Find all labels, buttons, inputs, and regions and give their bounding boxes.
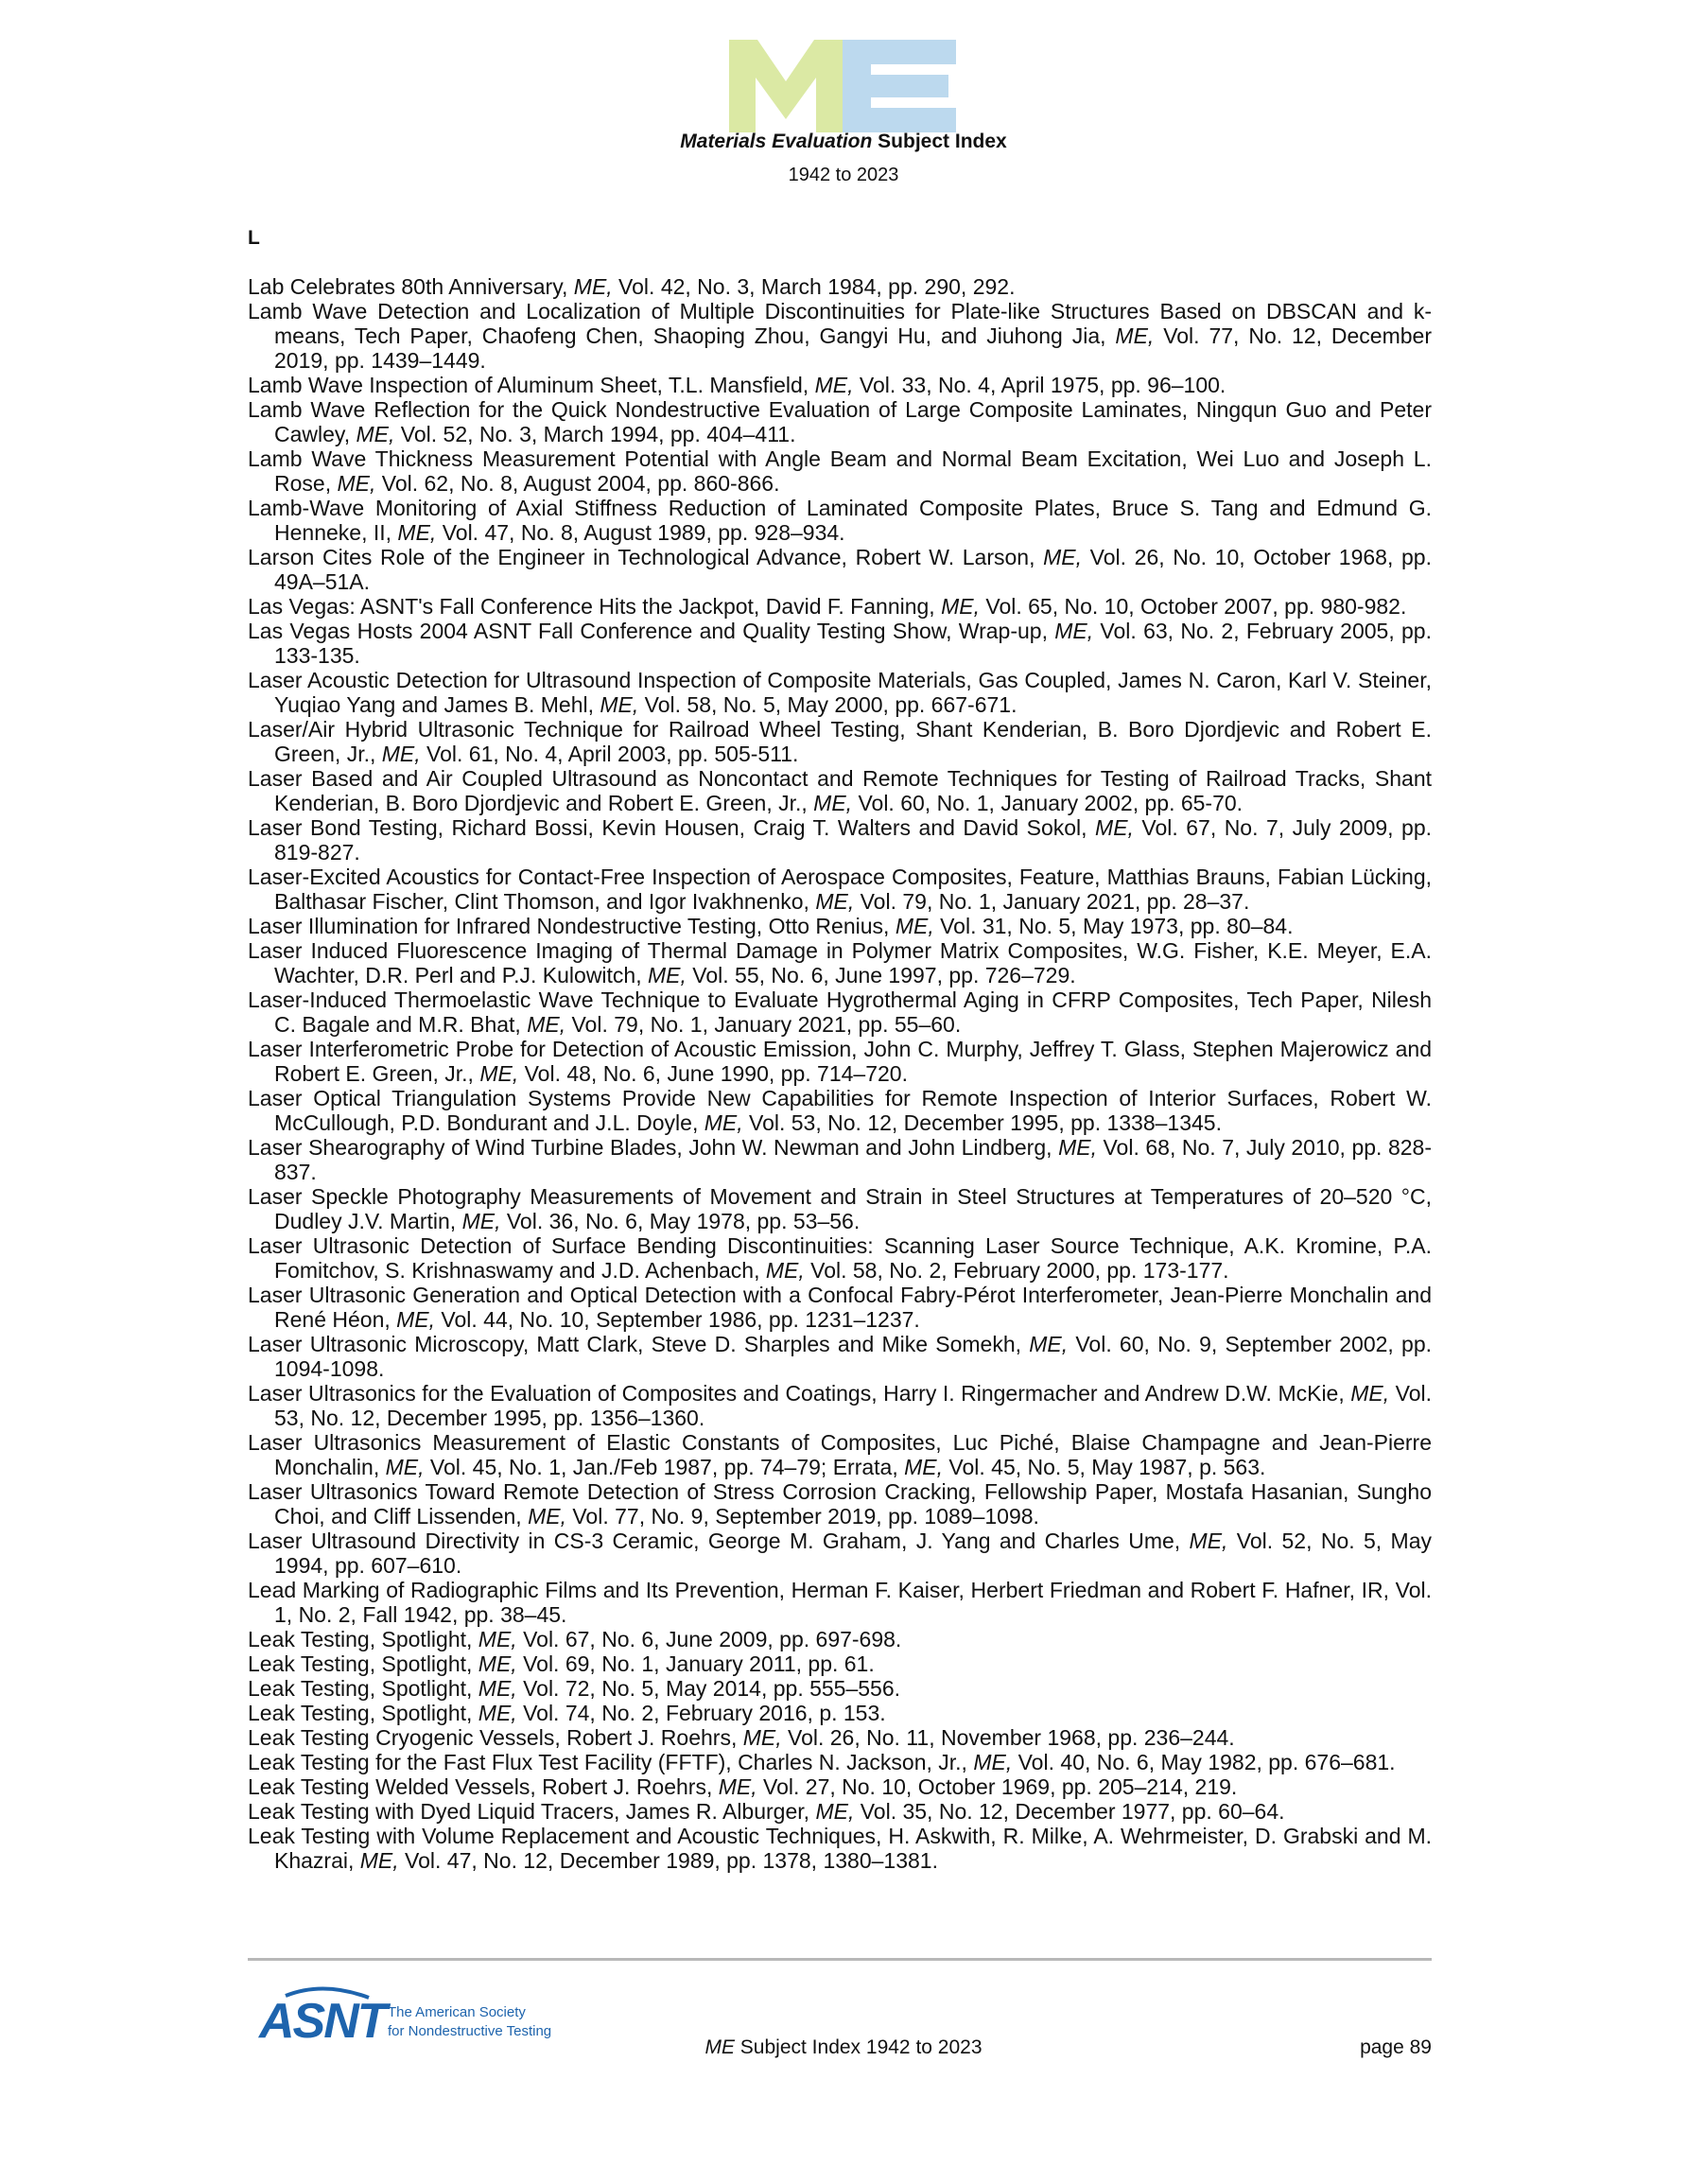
- journal-abbrev: ME,: [1058, 1135, 1097, 1160]
- entry-text: Lamb-Wave Monitoring of Axial Stiffness Reduction of Laminated Composite Plates, Bruce S. Tang and Edmund G. Henneke, II,: [248, 496, 1432, 545]
- index-entry: [248, 299, 1432, 373]
- entry-text: Laser-Induced Thermoelastic Wave Technique to Evaluate Hygrothermal Aging in CFRP Composites, Tech Paper, Nilesh C. Bagale and M.R. Bhat,: [248, 987, 1432, 1037]
- entry-text: Vol. 62, No. 8, August 2004, pp. 860-866.: [375, 471, 780, 496]
- journal-abbrev: ME,: [478, 1651, 517, 1676]
- journal-abbrev: ME,: [813, 791, 853, 815]
- page-number: page 89: [1360, 2036, 1432, 2058]
- journal-abbrev: ME,: [815, 1799, 855, 1824]
- journal-abbrev: ME,: [973, 1750, 1013, 1774]
- entry-text: Laser Ultrasonics for the Evaluation of Composites and Coatings, Harry I. Ringermacher and Andrew D.W. McKie,: [248, 1381, 1351, 1406]
- journal-abbrev: ME,: [815, 889, 855, 914]
- journal-abbrev: ME,: [478, 1701, 517, 1725]
- entry-text: Vol. 45, No. 5, May 1987, p. 563.: [943, 1455, 1266, 1479]
- entry-text: Larson Cites Role of the Engineer in Technological Advance, Robert W. Larson,: [248, 545, 1044, 569]
- index-entry: [248, 1824, 1432, 1873]
- journal-abbrev: ME,: [742, 1725, 782, 1750]
- footer-rule: [248, 1958, 1432, 1961]
- entry-text: Laser Ultrasonic Detection of Surface Bending Discontinuities: Scanning Laser Source Technique, A.K. Kromine, P.A. Fomitchov, S. Krishnaswamy and J.D. Achenbach,: [248, 1233, 1432, 1283]
- entry-text: Vol. 55, No. 6, June 1997, pp. 726–729.: [686, 963, 1076, 987]
- entry-text: Vol. 52, No. 3, March 1994, pp. 404–411.: [394, 422, 796, 446]
- index-entry: [248, 865, 1432, 914]
- journal-abbrev: ME,: [478, 1676, 517, 1701]
- entry-text: Las Vegas: ASNT's Fall Conference Hits the Jackpot, David F. Fanning,: [248, 594, 942, 619]
- journal-abbrev: ME,: [396, 1307, 436, 1332]
- index-entry: [248, 446, 1432, 496]
- entry-text: Leak Testing, Spotlight,: [248, 1676, 478, 1701]
- journal-abbrev: ME,: [600, 692, 639, 717]
- entry-text: Laser Bond Testing, Richard Bossi, Kevin Housen, Craig T. Walters and David Sokol,: [248, 815, 1096, 840]
- entry-text: Vol. 40, No. 6, May 1982, pp. 676–681.: [1012, 1750, 1396, 1774]
- entry-text: Vol. 77, No. 12, December 2019, pp. 1439–1449.: [274, 323, 1432, 373]
- index-entry: [248, 1651, 1432, 1676]
- journal-abbrev: ME,: [397, 520, 437, 545]
- entry-text: Vol. 79, No. 1, January 2021, pp. 55–60.: [565, 1012, 962, 1037]
- entry-text: Leak Testing Cryogenic Vessels, Robert J. Roehrs,: [248, 1725, 743, 1750]
- index-entry: [248, 668, 1432, 717]
- index-entry: [248, 815, 1432, 865]
- entry-text: Laser Shearography of Wind Turbine Blades, John W. Newman and John Lindberg,: [248, 1135, 1059, 1160]
- entry-text: Vol. 65, No. 10, October 2007, pp. 980-982.: [979, 594, 1407, 619]
- index-entry: [248, 496, 1432, 545]
- entry-text: Laser Ultrasonic Microscopy, Matt Clark, Steve D. Sharples and Mike Somekh,: [248, 1332, 1030, 1356]
- entry-text: Vol. 35, No. 12, December 1977, pp. 60–64.: [854, 1799, 1285, 1824]
- entry-text: Leak Testing, Spotlight,: [248, 1627, 478, 1651]
- index-entry: [248, 1086, 1432, 1135]
- entry-text: Vol. 33, No. 4, April 1975, pp. 96–100.: [853, 373, 1226, 397]
- entry-text: Lead Marking of Radiographic Films and Its Prevention, Herman F. Kaiser, Herbert Friedman and Robert F. Hafner, IR, Vol. 1, No. 2, Fall 1942, pp. 38–45.: [248, 1578, 1432, 1627]
- journal-abbrev: ME,: [573, 274, 613, 299]
- entry-text: Vol. 31, No. 5, May 1973, pp. 80–84.: [933, 914, 1294, 938]
- journal-abbrev: ME,: [1189, 1529, 1228, 1553]
- index-entry: [248, 1283, 1432, 1332]
- entry-text: Vol. 47, No. 8, August 1989, pp. 928–934.: [436, 520, 845, 545]
- index-title-rest: Subject Index: [872, 131, 1007, 152]
- entry-text: Vol. 42, No. 3, March 1984, pp. 290, 292.: [612, 274, 1016, 299]
- entry-text: Vol. 79, No. 1, January 2021, pp. 28–37.: [854, 889, 1250, 914]
- entry-text: Vol. 52, No. 5, May 1994, pp. 607–610.: [274, 1529, 1432, 1578]
- entry-text: Vol. 61, No. 4, April 2003, pp. 505-511.: [420, 742, 799, 766]
- index-entry: [248, 1233, 1432, 1283]
- index-entry: [248, 594, 1432, 619]
- journal-abbrev: ME,: [765, 1258, 805, 1283]
- journal-abbrev: ME,: [479, 1061, 519, 1086]
- index-entry: [248, 987, 1432, 1037]
- journal-abbrev: ME,: [478, 1627, 517, 1651]
- index-title: [0, 131, 1687, 153]
- footer-title: [0, 2036, 1687, 2059]
- entry-text: Laser Acoustic Detection for Ultrasound Inspection of Composite Materials, Gas Coupled, James N. Caron, Karl V. Steiner, Yuqiao Yang and James B. Mehl,: [248, 668, 1432, 717]
- entry-text: Leak Testing, Spotlight,: [248, 1651, 478, 1676]
- logo-m-shape: [729, 40, 843, 132]
- index-entry: [248, 1430, 1432, 1479]
- index-entry: [248, 1701, 1432, 1725]
- index-entry: [248, 1381, 1432, 1430]
- journal-abbrev: ME,: [1029, 1332, 1069, 1356]
- entry-text: Vol. 67, No. 6, June 2009, pp. 697-698.: [516, 1627, 902, 1651]
- entry-list: [248, 274, 1432, 1873]
- index-entry: [248, 274, 1432, 299]
- journal-abbrev: ME,: [1054, 619, 1094, 643]
- index-entry: [248, 545, 1432, 594]
- journal-abbrev: ME,: [1095, 815, 1134, 840]
- journal-abbrev: ME,: [895, 914, 934, 938]
- journal-abbrev: ME,: [814, 373, 854, 397]
- entry-text: Laser Ultrasound Directivity in CS-3 Ceramic, George M. Graham, J. Yang and Charles Ume,: [248, 1529, 1190, 1553]
- journal-abbrev: ME,: [356, 422, 395, 446]
- entry-text: Laser Based and Air Coupled Ultrasound as Noncontact and Remote Techniques for Testing of Railroad Tracks, Shant Kenderian, B. Boro Djordjevic and Robert E. Green, Jr.,: [248, 766, 1432, 815]
- entry-text: Laser Ultrasonics Toward Remote Detection of Stress Corrosion Cracking, Fellowship Paper, Mostafa Hasanian, Sungho Choi, and Cliff Lissenden,: [248, 1479, 1432, 1529]
- footer-title-italic: ME: [704, 2036, 735, 2058]
- journal-abbrev: ME,: [1350, 1381, 1390, 1406]
- journal-abbrev: ME,: [337, 471, 376, 496]
- index-years: 1942 to 2023: [788, 165, 899, 185]
- entry-text: Laser Interferometric Probe for Detection of Acoustic Emission, John C. Murphy, Jeffrey T. Glass, Stephen Majerowicz and Robert E. Green, Jr.,: [248, 1037, 1432, 1086]
- entry-text: Vol. 47, No. 12, December 1989, pp. 1378, 1380–1381.: [398, 1848, 938, 1873]
- entry-text: Vol. 69, No. 1, January 2011, pp. 61.: [516, 1651, 875, 1676]
- entry-text: Laser Optical Triangulation Systems Provide New Capabilities for Remote Inspection of Interior Surfaces, Robert W. McCullough, P.D. Bondurant and J.L. Doyle,: [248, 1086, 1432, 1135]
- entry-text: Vol. 67, No. 7, July 2009, pp. 819-827.: [274, 815, 1433, 865]
- journal-abbrev: ME,: [359, 1848, 399, 1873]
- journal-abbrev: ME,: [528, 1504, 566, 1529]
- journal-abbrev: ME,: [1115, 323, 1155, 348]
- entry-text: Laser Induced Fluorescence Imaging of Thermal Damage in Polymer Matrix Composites, W.G. Fisher, K.E. Meyer, E.A. Wachter, D.R. Perl and P.J. Kulowitch,: [248, 938, 1432, 987]
- journal-abbrev: ME,: [648, 963, 687, 987]
- footer-title-rest: Subject Index 1942 to 2023: [734, 2036, 983, 2058]
- journal-abbrev: ME,: [385, 1455, 425, 1479]
- entry-text: Vol. 53, No. 12, December 1995, pp. 1356–1360.: [274, 1381, 1432, 1430]
- index-entry: [248, 1774, 1432, 1799]
- entry-text: Lamb Wave Reflection for the Quick Nondestructive Evaluation of Large Composite Laminates, Ningqun Guo and Peter Cawley,: [248, 397, 1432, 446]
- index-entry: [248, 1529, 1432, 1578]
- entry-text: Vol. 44, No. 10, September 1986, pp. 1231–1237.: [435, 1307, 920, 1332]
- index-entry: [248, 1037, 1432, 1086]
- entry-text: Laser-Excited Acoustics for Contact-Free Inspection of Aerospace Composites, Feature, Matthias Brauns, Fabian Lücking, Balthasar Fischer, Clint Thomson, and Igor Ivakhnenko,: [248, 865, 1432, 914]
- entry-text: Vol. 58, No. 2, February 2000, pp. 173-177.: [804, 1258, 1229, 1283]
- entry-text: Vol. 60, No. 1, January 2002, pp. 65-70.: [852, 791, 1244, 815]
- journal-abbrev: ME,: [704, 1110, 743, 1135]
- me-logo: [729, 40, 956, 132]
- entry-text: Lamb Wave Thickness Measurement Potential with Angle Beam and Normal Beam Excitation, Wei Luo and Joseph L. Rose,: [248, 446, 1432, 496]
- index-entry: [248, 1332, 1432, 1381]
- journal-abbrev: ME,: [904, 1455, 944, 1479]
- entry-text: Lamb Wave Inspection of Aluminum Sheet, T.L. Mansfield,: [248, 373, 815, 397]
- journal-abbrev: ME,: [461, 1209, 501, 1233]
- journal-abbrev: ME,: [718, 1774, 757, 1799]
- entry-text: Vol. 58, No. 5, May 2000, pp. 667-671.: [638, 692, 1017, 717]
- index-entry: [248, 914, 1432, 938]
- entry-text: Laser Ultrasonics Measurement of Elastic Constants of Composites, Luc Piché, Blaise Champagne and Jean-Pierre Monchalin,: [248, 1430, 1432, 1479]
- entry-text: Vol. 60, No. 9, September 2002, pp. 1094-1098.: [274, 1332, 1433, 1381]
- index-entry: [248, 373, 1432, 397]
- entry-text: Vol. 45, No. 1, Jan./Feb 1987, pp. 74–79; Errata,: [424, 1455, 905, 1479]
- index-entry: [248, 717, 1432, 766]
- entry-text: Vol. 26, No. 11, November 1968, pp. 236–244.: [781, 1725, 1235, 1750]
- journal-abbrev: ME,: [941, 594, 980, 619]
- journal-abbrev: ME,: [527, 1012, 566, 1037]
- asnt-name-line1: The American Society: [388, 2004, 526, 2020]
- journal-abbrev: ME,: [1043, 545, 1082, 569]
- entry-text: Vol. 26, No. 10, October 1968, pp. 49A–51A.: [274, 545, 1432, 594]
- index-entry: [248, 1676, 1432, 1701]
- entry-text: Leak Testing with Dyed Liquid Tracers, James R. Alburger,: [248, 1799, 816, 1824]
- index-title-italic: Materials Evaluation: [680, 131, 873, 152]
- index-entry: [248, 938, 1432, 987]
- entry-text: Lamb Wave Detection and Localization of Multiple Discontinuities for Plate-like Structures Based on DBSCAN and k-means, Tech Paper, Chaofeng Chen, Shaoping Zhou, Gangyi Hu, and Jiuhong Jia,: [248, 299, 1432, 348]
- index-entry: [248, 1799, 1432, 1824]
- entry-text: Laser Ultrasonic Generation and Optical Detection with a Confocal Fabry-Pérot Interferometer, Jean-Pierre Monchalin and René Héon,: [248, 1283, 1432, 1332]
- entry-text: Vol. 63, No. 2, February 2005, pp. 133-135.: [274, 619, 1432, 668]
- entry-text: Vol. 48, No. 6, June 1990, pp. 714–720.: [518, 1061, 908, 1086]
- asnt-logo-wordmark: ASNT: [259, 1994, 386, 2049]
- index-entry: [248, 1184, 1432, 1233]
- index-entry: [248, 1578, 1432, 1627]
- index-entry: [248, 1750, 1432, 1774]
- entry-text: Leak Testing, Spotlight,: [248, 1701, 478, 1725]
- section-letter: L: [248, 227, 260, 249]
- entry-text: Leak Testing for the Fast Flux Test Facility (FFTF), Charles N. Jackson, Jr.,: [248, 1750, 974, 1774]
- journal-abbrev: ME,: [381, 742, 421, 766]
- entry-text: Vol. 77, No. 9, September 2019, pp. 1089–1098.: [565, 1504, 1039, 1529]
- entry-text: Laser Speckle Photography Measurements of Movement and Strain in Steel Structures at Temperatures of 20–520 °C, Dudley J.V. Martin,: [248, 1184, 1432, 1233]
- index-entry: [248, 619, 1432, 668]
- index-entry: [248, 1135, 1432, 1184]
- entry-text: Vol. 27, No. 10, October 1969, pp. 205–214, 219.: [757, 1774, 1238, 1799]
- entry-text: Las Vegas Hosts 2004 ASNT Fall Conference and Quality Testing Show, Wrap-up,: [248, 619, 1055, 643]
- index-entry: [248, 1479, 1432, 1529]
- entry-text: Leak Testing Welded Vessels, Robert J. Roehrs,: [248, 1774, 719, 1799]
- entry-text: Laser Illumination for Infrared Nondestructive Testing, Otto Renius,: [248, 914, 896, 938]
- entry-text: Vol. 53, No. 12, December 1995, pp. 1338–1345.: [742, 1110, 1222, 1135]
- index-entry: [248, 766, 1432, 815]
- entry-text: Vol. 36, No. 6, May 1978, pp. 53–56.: [500, 1209, 861, 1233]
- logo-e-shape: [843, 40, 956, 132]
- index-entry: [248, 1627, 1432, 1651]
- entry-text: Lab Celebrates 80th Anniversary,: [248, 274, 574, 299]
- entry-text: Vol. 72, No. 5, May 2014, pp. 555–556.: [516, 1676, 901, 1701]
- entry-text: Leak Testing with Volume Replacement and Acoustic Techniques, H. Askwith, R. Milke, A. Wehrmeister, D. Grabski and M. Khazrai,: [248, 1824, 1432, 1873]
- entry-text: Laser/Air Hybrid Ultrasonic Technique for Railroad Wheel Testing, Shant Kenderian, B. Boro Djordjevic and Robert E. Green, Jr.,: [248, 717, 1432, 766]
- entry-text: Vol. 74, No. 2, February 2016, p. 153.: [516, 1701, 886, 1725]
- asnt-name-line2: for Nondestructive Testing: [388, 2023, 552, 2039]
- index-entry: [248, 1725, 1432, 1750]
- entry-text: Vol. 68, No. 7, July 2010, pp. 828-837.: [274, 1135, 1432, 1184]
- index-entry: [248, 397, 1432, 446]
